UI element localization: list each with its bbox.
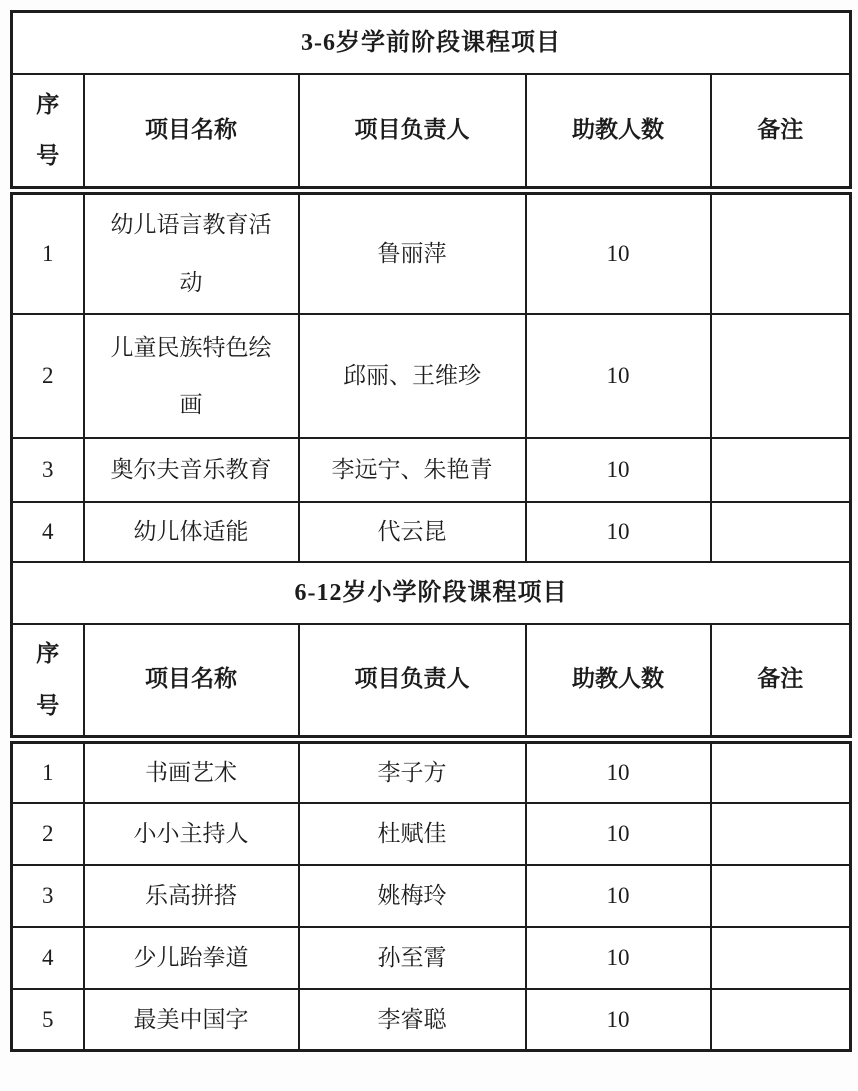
leader-cell: 邱丽、王维珍: [299, 314, 526, 438]
column-header-index: [12, 624, 84, 740]
column-header-index: [12, 74, 84, 190]
column-header-project-name: 项目名称: [84, 74, 299, 190]
column-header-index-label: 序号: [36, 91, 60, 169]
project-name-cell: 书画艺术: [84, 740, 299, 803]
seq-cell: 2: [12, 314, 84, 438]
seq-cell: 1: [12, 190, 84, 314]
table-row: [12, 927, 851, 989]
column-header-project-leader: 项目负责人: [299, 74, 526, 190]
assistant-count-cell: 10: [526, 927, 711, 989]
table-row: [12, 865, 851, 927]
header-row: [12, 74, 851, 190]
table-row: [12, 740, 851, 803]
table-row: [12, 190, 851, 314]
leader-cell: 李睿聪: [299, 989, 526, 1051]
project-name-cell: 幼儿体适能: [84, 502, 299, 562]
section-title-preschool: 3-6岁学前阶段课程项目: [12, 12, 851, 75]
section-title-row: [12, 12, 851, 75]
seq-cell: 3: [12, 438, 84, 502]
assistant-count-cell: 10: [526, 438, 711, 502]
project-name-cell: 儿童民族特色绘画: [84, 314, 299, 438]
assistant-count-cell: 10: [526, 865, 711, 927]
leader-cell: 杜赋佳: [299, 803, 526, 865]
course-schedule-table: [10, 10, 852, 1052]
leader-cell: 鲁丽萍: [299, 190, 526, 314]
seq-cell: 1: [12, 740, 84, 803]
seq-cell: 4: [12, 502, 84, 562]
leader-cell: 代云昆: [299, 502, 526, 562]
column-header-index-label: 序号: [36, 641, 60, 718]
remark-cell: [711, 740, 851, 803]
remark-cell: [711, 927, 851, 989]
remark-cell: [711, 803, 851, 865]
column-header-project-name: 项目名称: [84, 624, 299, 740]
project-name-cell: 最美中国字: [84, 989, 299, 1051]
leader-cell: 李子方: [299, 740, 526, 803]
header-row: [12, 624, 851, 740]
assistant-count-cell: 10: [526, 803, 711, 865]
seq-cell: 4: [12, 927, 84, 989]
project-name-cell: 奥尔夫音乐教育: [84, 438, 299, 502]
table-row: [12, 989, 851, 1051]
remark-cell: [711, 989, 851, 1051]
leader-cell: 孙至霄: [299, 927, 526, 989]
leader-cell: 姚梅玲: [299, 865, 526, 927]
section-title-primary: 6-12岁小学阶段课程项目: [12, 562, 851, 624]
project-name-cell: 乐高拼搭: [84, 865, 299, 927]
project-name-cell: 小小主持人: [84, 803, 299, 865]
table-row: [12, 502, 851, 562]
assistant-count-cell: 10: [526, 190, 711, 314]
seq-cell: 5: [12, 989, 84, 1051]
column-header-project-leader: 项目负责人: [299, 624, 526, 740]
seq-cell: 2: [12, 803, 84, 865]
remark-cell: [711, 502, 851, 562]
table-row: [12, 314, 851, 438]
leader-cell: 李远宁、朱艳青: [299, 438, 526, 502]
remark-cell: [711, 314, 851, 438]
assistant-count-cell: 10: [526, 314, 711, 438]
assistant-count-cell: 10: [526, 989, 711, 1051]
remark-cell: [711, 438, 851, 502]
section-title-row: [12, 562, 851, 624]
course-schedule-table-container: [10, 10, 852, 1052]
column-header-remark: 备注: [711, 624, 851, 740]
project-name-cell: 少儿跆拳道: [84, 927, 299, 989]
seq-cell: 3: [12, 865, 84, 927]
assistant-count-cell: 10: [526, 740, 711, 803]
remark-cell: [711, 865, 851, 927]
table-row: [12, 803, 851, 865]
remark-cell: [711, 190, 851, 314]
assistant-count-cell: 10: [526, 502, 711, 562]
column-header-assistant-count: 助教人数: [526, 624, 711, 740]
table-row: [12, 438, 851, 502]
project-name-cell: 幼儿语言教育活动: [84, 190, 299, 314]
column-header-remark: 备注: [711, 74, 851, 190]
column-header-assistant-count: 助教人数: [526, 74, 711, 190]
